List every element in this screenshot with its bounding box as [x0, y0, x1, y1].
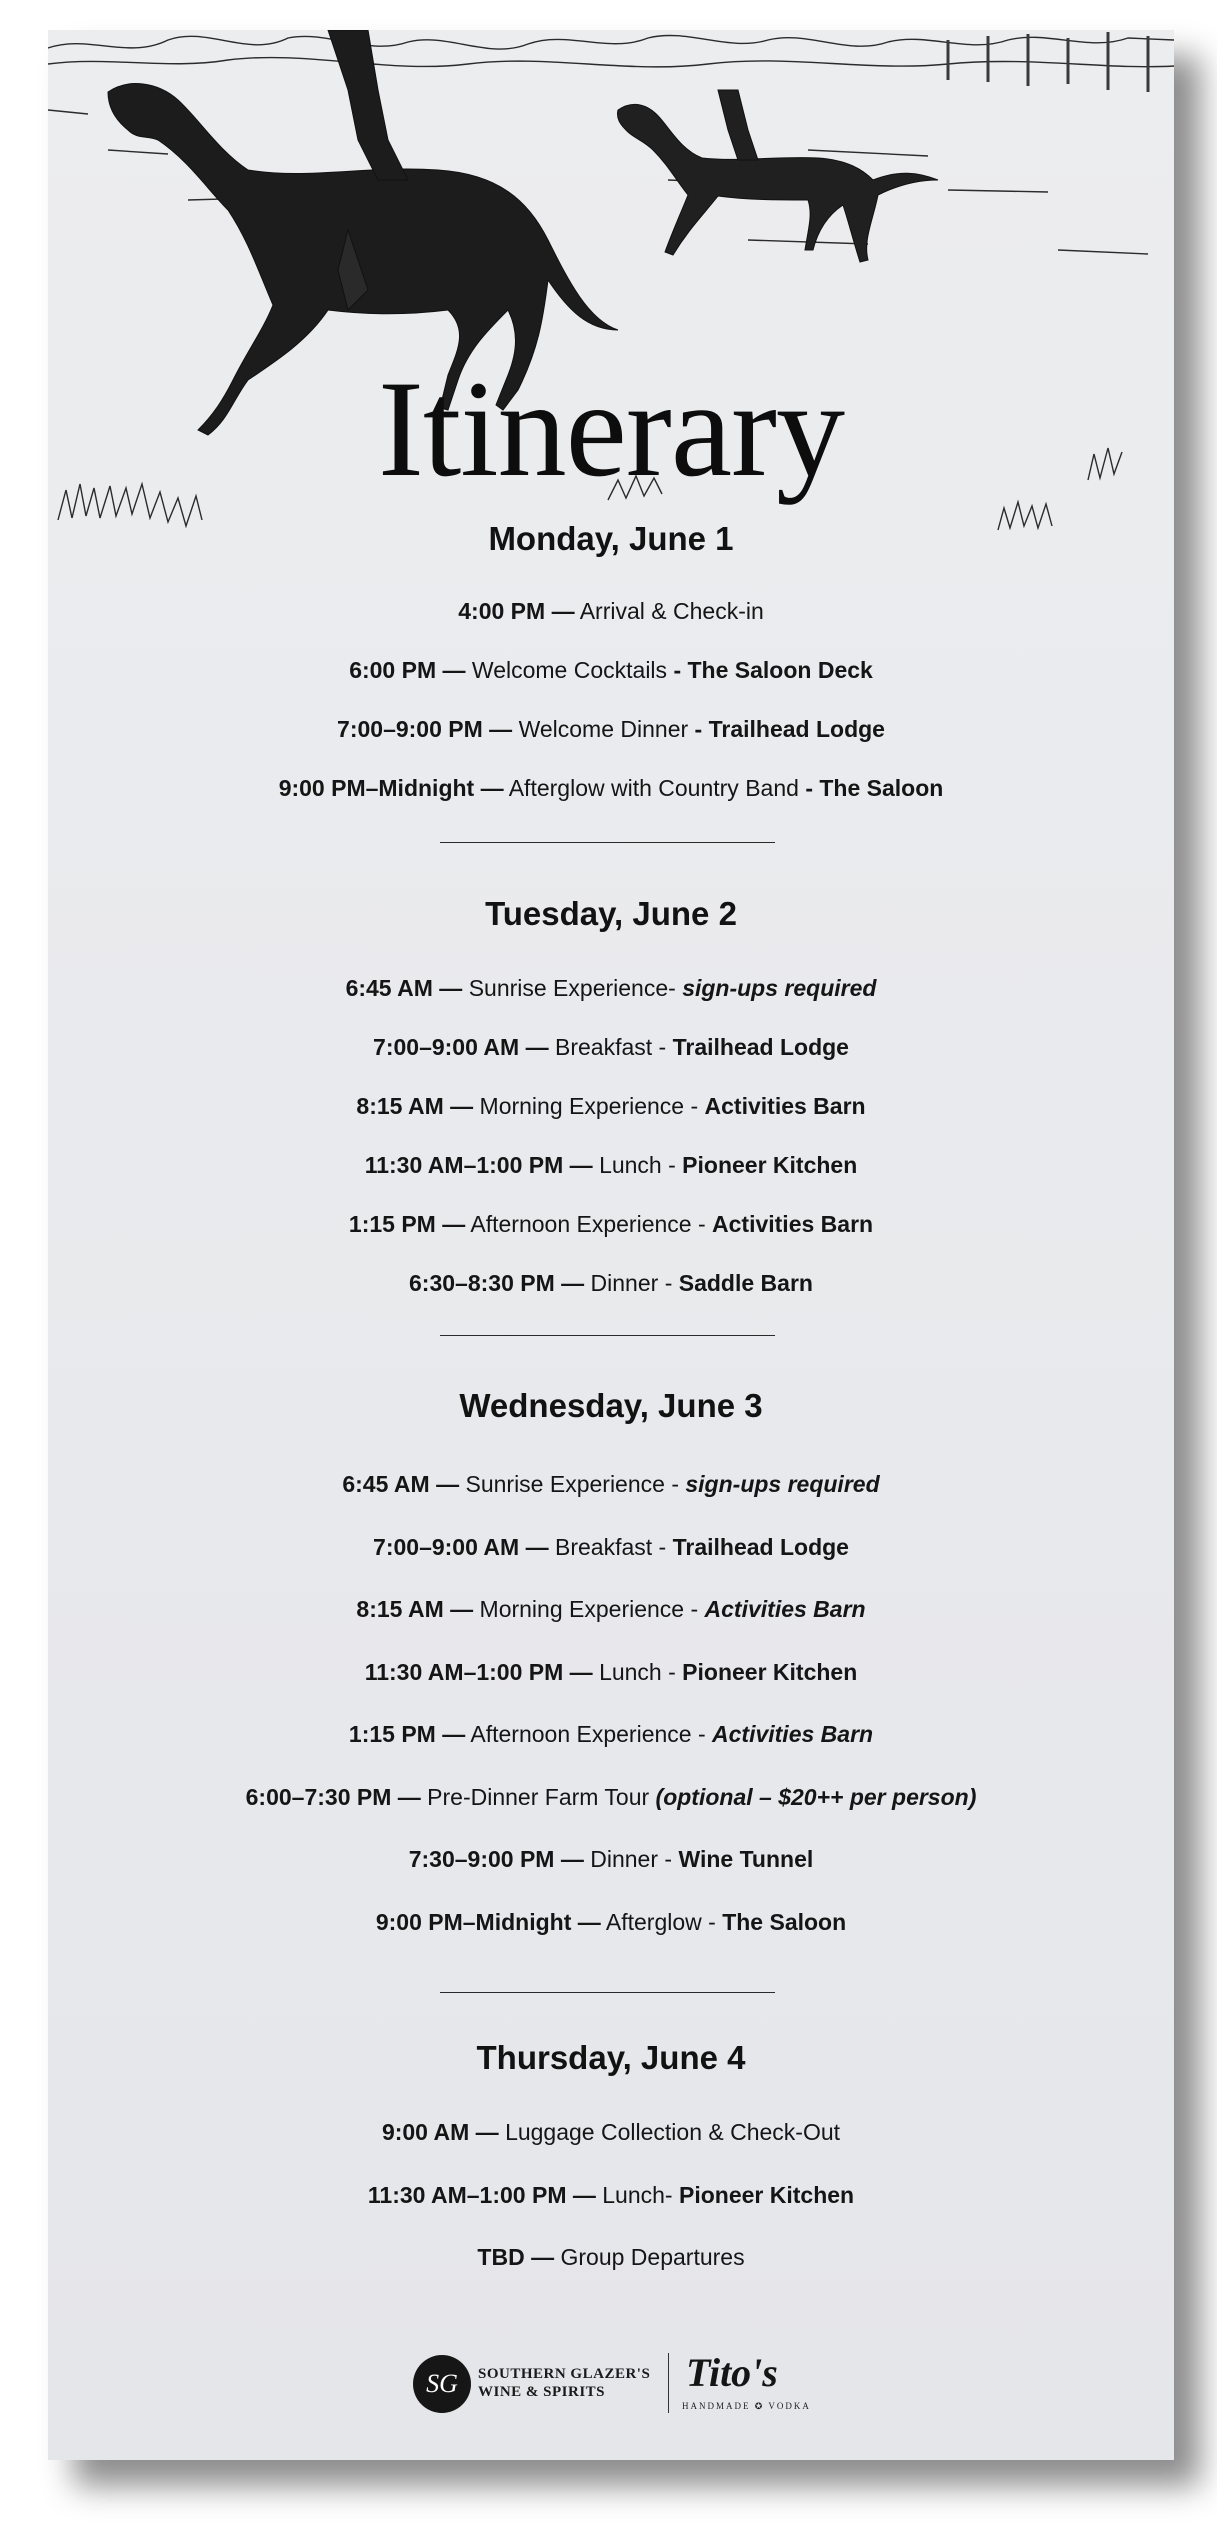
sponsor-logos [48, 2343, 1174, 2423]
entry-location: - Trailhead Lodge [694, 716, 885, 742]
entry-time: 8:15 AM — [356, 1093, 474, 1119]
entry-time: TBD — [477, 2244, 555, 2270]
entry-location: Activities Barn [704, 1093, 866, 1119]
schedule-entry [48, 1270, 1174, 1297]
entry-time: 11:30 AM–1:00 PM — [364, 1658, 593, 1685]
schedule-entry [48, 2182, 1174, 2209]
entry-event: Lunch - [599, 1152, 676, 1178]
entry-time: 6:30–8:30 PM — [409, 1270, 585, 1296]
entry-location: Pioneer Kitchen [682, 1658, 858, 1685]
southern-glazers-wordmark: SOUTHERN GLAZER'S WINE & SPIRITS [478, 2366, 651, 2400]
day-heading: Tuesday, June 2 [485, 895, 737, 932]
entry-time: 6:45 AM — [342, 1471, 460, 1497]
schedule-entry [48, 1034, 1174, 1061]
schedule-entry [48, 1596, 1174, 1623]
schedule-entry [48, 975, 1174, 1002]
entry-location: Activities Barn [712, 1211, 874, 1237]
schedule-entry [48, 1784, 1174, 1811]
entry-event: Afterglow with Country Band [508, 775, 799, 801]
entry-event: Pre-Dinner Farm Tour [427, 1783, 650, 1810]
entry-location: - The Saloon Deck [673, 657, 873, 683]
entry-location: Pioneer Kitchen [678, 2181, 855, 2208]
entry-time: 6:00 PM — [349, 657, 466, 683]
entry-time: 4:00 PM — [458, 598, 575, 624]
entry-event: Morning Experience - [479, 1596, 699, 1622]
entry-time: 7:00–9:00 AM — [373, 1533, 549, 1560]
itinerary-card [48, 30, 1174, 2460]
schedule-entry [48, 716, 1174, 743]
day-heading: Wednesday, June 3 [459, 1387, 763, 1424]
entry-event: Dinner - [590, 1270, 673, 1296]
entry-event: Sunrise Experience - [465, 1471, 679, 1497]
entry-time: 6:45 AM — [345, 975, 463, 1001]
southern-glazers-logo-icon: SG [413, 2355, 471, 2413]
entry-time: 1:15 PM — [348, 1211, 466, 1237]
entry-location: Pioneer Kitchen [682, 1152, 858, 1178]
entry-location: Trailhead Lodge [672, 1034, 849, 1060]
entry-time: 9:00 PM–Midnight — [278, 775, 504, 801]
entry-event: Dinner - [590, 1846, 673, 1872]
schedule-entry [48, 2119, 1174, 2146]
entry-time: 6:00–7:30 PM — [245, 1783, 421, 1810]
entry-note: (optional – $20++ per person) [655, 1783, 977, 1810]
entry-time: 7:00–9:00 AM — [373, 1034, 549, 1060]
entry-event: Morning Experience - [479, 1093, 699, 1119]
schedule-entry [48, 1909, 1174, 1936]
entry-event: Welcome Dinner [518, 716, 689, 742]
schedule-entry [48, 1093, 1174, 1120]
entry-location: The Saloon [722, 1908, 847, 1935]
entry-event: Arrival & Check-in [579, 598, 764, 624]
section-divider [440, 1335, 775, 1336]
entry-event: Group Departures [560, 2244, 745, 2270]
entry-event: Afternoon Experience - [470, 1211, 706, 1237]
entry-time: 11:30 AM–1:00 PM — [367, 2181, 596, 2208]
entry-note: Activities Barn [704, 1596, 866, 1622]
schedule-entry [48, 1471, 1174, 1498]
schedule-entry [48, 598, 1174, 625]
schedule-entry [48, 1211, 1174, 1238]
logo-divider [668, 2353, 669, 2413]
entry-event: Breakfast - [554, 1034, 667, 1060]
entry-note: sign-ups required [685, 1471, 880, 1497]
titos-logo-icon: Tito's [686, 2350, 778, 2395]
schedule-entry [48, 1152, 1174, 1179]
schedule-entry [48, 2244, 1174, 2271]
entry-time: 11:30 AM–1:00 PM — [364, 1152, 593, 1178]
entry-event: Lunch - [599, 1658, 676, 1685]
schedule-entry [48, 1846, 1174, 1873]
section-divider [440, 1992, 775, 1993]
entry-time: 9:00 PM–Midnight — [375, 1908, 601, 1935]
entry-event: Lunch- [602, 2181, 673, 2208]
entry-event: Afternoon Experience - [470, 1721, 706, 1747]
schedule-entry [48, 775, 1174, 802]
entry-time: 1:15 PM — [348, 1721, 466, 1747]
titos-tagline: HANDMADE ✪ VODKA [682, 2401, 811, 2411]
entry-note: sign-ups required [682, 975, 877, 1001]
entry-time: 7:00–9:00 PM — [337, 716, 513, 742]
entry-event: Welcome Cocktails [471, 657, 668, 683]
schedule-entry [48, 1534, 1174, 1561]
entry-location: - The Saloon [805, 775, 944, 801]
entry-event: Afterglow - [605, 1908, 716, 1935]
entry-time: 7:30–9:00 PM — [408, 1846, 584, 1872]
entry-event: Breakfast - [554, 1533, 667, 1560]
entry-location: Saddle Barn [678, 1270, 813, 1296]
entry-time: 9:00 AM — [381, 2119, 499, 2145]
day-heading: Monday, June 1 [488, 520, 734, 557]
day-heading: Thursday, June 4 [476, 2039, 746, 2076]
entry-location: Wine Tunnel [678, 1846, 814, 1872]
entry-location: Trailhead Lodge [672, 1533, 849, 1560]
page-title: Itinerary [377, 352, 845, 505]
entry-time: 8:15 AM — [356, 1596, 474, 1622]
section-divider [440, 842, 775, 843]
schedule-entry [48, 657, 1174, 684]
entry-event: Luggage Collection & Check-Out [505, 2119, 841, 2145]
entry-event: Sunrise Experience- [468, 975, 676, 1001]
schedule-entry [48, 1721, 1174, 1748]
schedule-entry [48, 1659, 1174, 1686]
entry-note: Activities Barn [712, 1721, 874, 1747]
